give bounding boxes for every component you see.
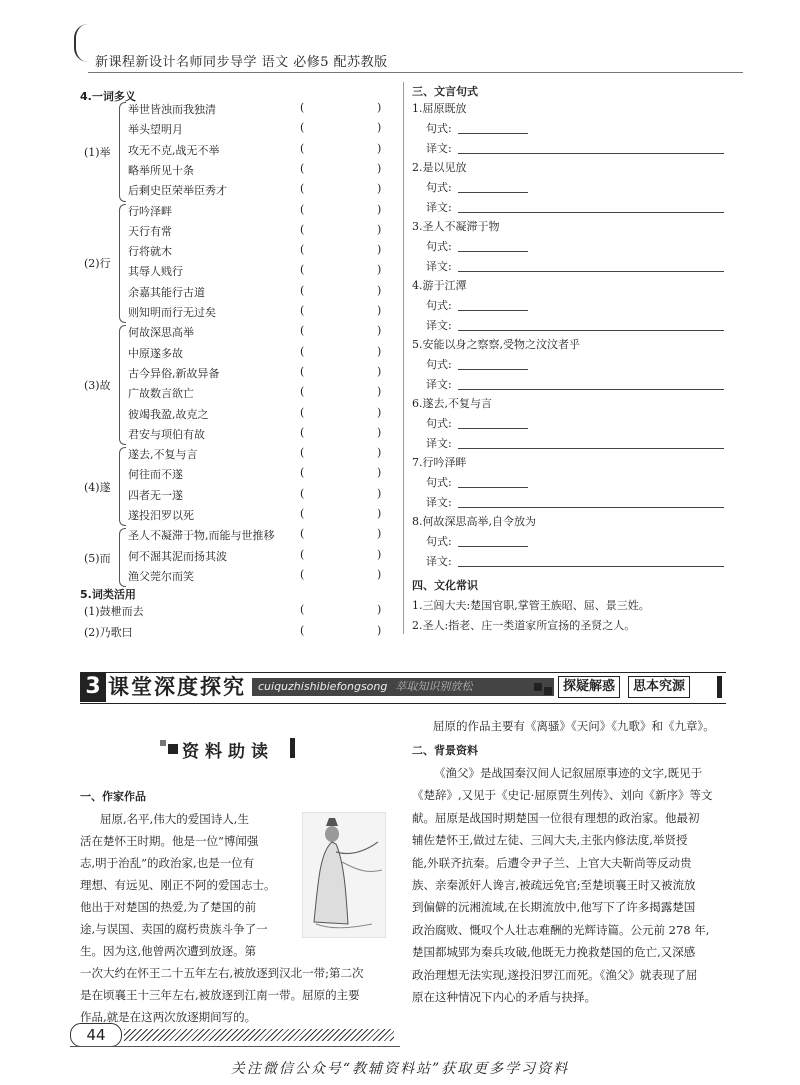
answer-paren-close: ) — [377, 222, 382, 236]
answer-paren-open: ( — [300, 283, 305, 297]
header-ornament — [74, 24, 90, 62]
polysemy-item: 遂去,不复与言 — [128, 448, 198, 462]
pattern-label: 句式: — [426, 535, 452, 548]
translation-answer-line — [458, 389, 724, 390]
polysemy-item: 圣人不凝滞于物,而能与世推移 — [128, 529, 275, 543]
answer-paren-close: ) — [377, 202, 382, 216]
polysemy-item: 其辱人贱行 — [128, 265, 183, 279]
group-brace — [119, 325, 126, 445]
polysemy-item: 渔父莞尔而笑 — [128, 569, 194, 583]
answer-paren-close: ) — [377, 547, 382, 561]
answer-paren-close: ) — [377, 141, 382, 155]
polysemy-item: 天行有常 — [128, 224, 172, 238]
author-line: 志,明于治乱”的政治家,也是一位有 — [80, 856, 255, 870]
translation-label: 译文: — [426, 260, 452, 273]
sentence-item: 4.游于江潭 — [412, 279, 467, 292]
culture-item: 2.圣人:指老、庄一类道家所宣扬的圣贤之人。 — [412, 619, 636, 632]
section-sentence-patterns-title: 三、文言句式 — [412, 85, 478, 98]
group-brace — [119, 204, 126, 324]
pattern-answer-line — [458, 546, 528, 547]
group-brace — [119, 528, 126, 587]
polysemy-item: 何往而不遂 — [128, 468, 183, 482]
footer-hatch — [124, 1029, 394, 1041]
sentence-item: 7.行吟泽畔 — [412, 456, 467, 469]
section-word-class-title: 5.词类活用 — [80, 588, 136, 601]
reading-title-bar — [290, 738, 295, 758]
pattern-answer-line — [458, 487, 528, 488]
sentence-item: 1.屈原既放 — [412, 102, 467, 115]
polysemy-item: 何故深思高举 — [128, 326, 194, 340]
translation-answer-line — [458, 212, 724, 213]
answer-paren-open: ( — [300, 222, 305, 236]
polysemy-item: 君安与项伯有故 — [128, 427, 205, 441]
pattern-label: 句式: — [426, 417, 452, 430]
background-line: 辅佐楚怀王,做过左徒、三闾大夫,主张内修法度,举贤授 — [412, 833, 688, 848]
answer-paren-open: ( — [300, 603, 305, 616]
polysemy-item: 行吟泽畔 — [128, 204, 172, 218]
pattern-label: 句式: — [426, 299, 452, 312]
polysemy-group-label: (4)遂 — [84, 480, 111, 494]
polysemy-item: 广故数言欲亡 — [128, 387, 194, 401]
answer-paren-close: ) — [377, 567, 382, 581]
pattern-label: 句式: — [426, 122, 452, 135]
pattern-label: 句式: — [426, 181, 452, 194]
answer-paren-close: ) — [377, 405, 382, 419]
background-line: 能,外联齐抗秦。后遭令尹子兰、上官大夫靳尚等反动贵 — [412, 855, 692, 870]
answer-paren-open: ( — [300, 263, 305, 277]
author-line: 生。因为这,他曾两次遭到放逐。第 — [80, 944, 257, 958]
answer-paren-close: ) — [377, 101, 382, 114]
answer-paren-open: ( — [300, 182, 305, 196]
polysemy-item: 古今异俗,新故异备 — [128, 366, 220, 380]
pattern-answer-line — [458, 428, 528, 429]
translation-answer-line — [458, 566, 724, 567]
answer-paren-close: ) — [377, 446, 382, 460]
sentence-item: 6.遂去,不复与言 — [412, 397, 492, 410]
answer-paren-close: ) — [377, 527, 382, 541]
polysemy-item: 攻无不克,战无不举 — [128, 143, 220, 157]
author-section-title: 一、作家作品 — [80, 790, 146, 803]
answer-paren-open: ( — [300, 344, 305, 358]
answer-paren-open: ( — [300, 324, 305, 338]
polysemy-group-label: (3)故 — [84, 379, 111, 393]
polysemy-item: 余嘉其能行古道 — [128, 285, 205, 299]
background-line: 到偏僻的沅湘流域,在长期流放中,他写下了许多揭露楚国 — [412, 900, 696, 915]
polysemy-item: 遂投汨罗以死 — [128, 509, 194, 522]
word-class-item: (1)鼓枻而去 — [84, 605, 144, 618]
pattern-label: 句式: — [426, 358, 452, 371]
author-line: 途,与误国、卖国的腐朽贵族斗争了一 — [80, 922, 268, 936]
background-line: 政治腐败、慨叹个人壮志难酬的光辉诗篇。公元前 278 年, — [412, 922, 710, 937]
polysemy-item: 举世皆浊而我独清 — [128, 103, 216, 116]
polysemy-item: 举头望明月 — [128, 123, 183, 137]
author-line: 他出于对楚国的热爱,为了楚国的前 — [80, 900, 257, 914]
answer-paren-open: ( — [300, 425, 305, 439]
pattern-answer-line — [458, 251, 528, 252]
banner-title: 课堂深度探究 — [108, 675, 246, 699]
group-brace — [119, 447, 126, 526]
group-brace — [119, 102, 126, 202]
header-title: 新课程新设计名师同步导学 语文 必修5 配苏教版 — [95, 55, 388, 70]
word-class-item: (2)乃歌曰 — [84, 626, 133, 639]
sentence-item: 3.圣人不凝滞于物 — [412, 220, 500, 233]
banner-tag-explore: 探疑解惑 — [558, 676, 620, 698]
polysemy-item: 后剩史臣荣举臣秀才 — [128, 184, 227, 198]
answer-paren-open: ( — [300, 547, 305, 561]
author-line: 是在顷襄王十三年左右,被放逐到江南一带。屈原的主要 — [80, 988, 360, 1002]
author-line: 一次大约在怀王二十五年左右,被放逐到汉北一带;第二次 — [80, 966, 364, 980]
translation-label: 译文: — [426, 378, 452, 391]
polysemy-group-label: (1)举 — [84, 145, 111, 159]
pattern-answer-line — [458, 133, 528, 134]
translation-answer-line — [458, 448, 724, 449]
sentence-item: 5.安能以身之察察,受物之汶汶者乎 — [412, 338, 580, 351]
banner-slogan: 萃取知识别放松 — [395, 680, 473, 693]
reading-title: 资料助读 — [182, 742, 274, 762]
background-line: 楚国都城郢为秦兵攻破,他既无力挽救楚国的危亡,又深感 — [412, 945, 696, 960]
translation-answer-line — [458, 330, 724, 331]
background-line: 《楚辞》,又见于《史记·屈原贾生列传》、刘向《新序》等文 — [412, 788, 713, 803]
pattern-label: 句式: — [426, 476, 452, 489]
answer-paren-open: ( — [300, 624, 305, 637]
footer-rule — [70, 1046, 400, 1047]
answer-paren-close: ) — [377, 344, 382, 358]
answer-paren-open: ( — [300, 527, 305, 541]
background-line: 《渔父》是战国秦汉间人记叙屈原事迹的文字,既见于 — [434, 766, 703, 780]
translation-label: 译文: — [426, 201, 452, 214]
banner-end-bar — [717, 676, 722, 698]
footer-note: 关注微信公众号“教辅资料站”获取更多学习资料 — [230, 1061, 570, 1077]
square-icon — [534, 683, 542, 691]
translation-answer-line — [458, 507, 724, 508]
culture-item: 1.三闾大夫:楚国官职,掌管王族昭、屈、景三姓。 — [412, 599, 650, 612]
polysemy-item: 何不淈其泥而扬其波 — [128, 549, 227, 563]
background-line: 原在这种情况下内心的矛盾与抉择。 — [412, 990, 596, 1004]
answer-paren-open: ( — [300, 446, 305, 460]
pattern-answer-line — [458, 192, 528, 193]
answer-paren-close: ) — [377, 283, 382, 297]
answer-paren-close: ) — [377, 486, 382, 500]
banner-pinyin: cuiquzhishibiefongsong — [258, 680, 388, 693]
qu-yuan-portrait — [302, 812, 386, 938]
polysemy-item: 行将就木 — [128, 245, 172, 259]
banner-tag-source: 思本究源 — [628, 676, 690, 698]
answer-paren-close: ) — [377, 624, 382, 637]
translation-label: 译文: — [426, 142, 452, 155]
answer-paren-open: ( — [300, 141, 305, 155]
square-icon — [168, 744, 178, 754]
answer-paren-close: ) — [377, 182, 382, 196]
author-line: 作品,就是在这两次放逐期间写的。 — [80, 1010, 257, 1024]
answer-paren-open: ( — [300, 304, 305, 317]
answer-paren-close: ) — [377, 364, 382, 378]
polysemy-item: 四者无一遂 — [128, 488, 183, 502]
polysemy-item: 则知明而行无过矣 — [128, 306, 216, 319]
answer-paren-close: ) — [377, 603, 382, 616]
background-line: 献。屈原是战国时期楚国一位很有理想的政治家。他最初 — [412, 810, 700, 825]
answer-paren-open: ( — [300, 121, 305, 135]
square-icon — [160, 740, 166, 746]
banner-number: 3 — [80, 672, 106, 702]
author-line: 活在楚怀王时期。他是一位“博闻强 — [80, 834, 259, 848]
answer-paren-close: ) — [377, 243, 382, 257]
polysemy-item: 略举所见十条 — [128, 163, 194, 177]
pattern-label: 句式: — [426, 240, 452, 253]
background-section-title: 二、背景资料 — [412, 744, 478, 757]
answer-paren-open: ( — [300, 202, 305, 216]
answer-paren-close: ) — [377, 263, 382, 277]
translation-label: 译文: — [426, 437, 452, 450]
translation-label: 译文: — [426, 319, 452, 332]
answer-paren-open: ( — [300, 101, 305, 114]
answer-paren-close: ) — [377, 121, 382, 135]
translation-label: 译文: — [426, 496, 452, 509]
sentence-item: 2.是以见放 — [412, 161, 467, 174]
section-culture-title: 四、文化常识 — [412, 579, 478, 592]
page-number: 44 — [70, 1023, 122, 1047]
author-line: 理想、有远见、刚正不阿的爱国志士。 — [80, 878, 276, 892]
polysemy-item: 中原遂多故 — [128, 346, 183, 360]
answer-paren-close: ) — [377, 507, 382, 520]
column-divider — [403, 82, 404, 634]
polysemy-group-label: (5)而 — [84, 551, 111, 565]
answer-paren-close: ) — [377, 466, 382, 480]
author-line: 屈原,名平,伟大的爱国诗人,生 — [100, 812, 249, 826]
header-rule — [88, 72, 743, 73]
pattern-answer-line — [458, 310, 528, 311]
background-line: 政治理想无法实现,遂投汨罗江而死。《渔父》就表现了屈 — [412, 967, 698, 982]
answer-paren-close: ) — [377, 324, 382, 338]
answer-paren-open: ( — [300, 385, 305, 399]
translation-label: 译文: — [426, 555, 452, 568]
answer-paren-close: ) — [377, 385, 382, 399]
banner-strip — [252, 678, 554, 696]
pattern-answer-line — [458, 369, 528, 370]
answer-paren-close: ) — [377, 161, 382, 175]
translation-answer-line — [458, 271, 724, 272]
answer-paren-close: ) — [377, 425, 382, 439]
background-line: 族、亲秦派奸人谗言,被疏远免官;至楚顷襄王时又被流放 — [412, 878, 696, 892]
square-icon — [544, 687, 552, 695]
answer-paren-open: ( — [300, 567, 305, 581]
translation-answer-line — [458, 153, 724, 154]
works-line: 屈原的作品主要有《离骚》《天问》《九歌》和《九章》。 — [433, 719, 715, 733]
answer-paren-open: ( — [300, 243, 305, 257]
answer-paren-open: ( — [300, 466, 305, 480]
answer-paren-open: ( — [300, 507, 305, 520]
section-polysemy-title: 4.一词多义 — [80, 90, 136, 103]
answer-paren-open: ( — [300, 486, 305, 500]
polysemy-group-label: (2)行 — [84, 257, 111, 271]
polysemy-item: 彼竭我盈,故克之 — [128, 407, 209, 421]
answer-paren-open: ( — [300, 364, 305, 378]
answer-paren-close: ) — [377, 304, 382, 317]
answer-paren-open: ( — [300, 161, 305, 175]
answer-paren-open: ( — [300, 405, 305, 419]
sentence-item: 8.何故深思高举,自令放为 — [412, 515, 536, 528]
